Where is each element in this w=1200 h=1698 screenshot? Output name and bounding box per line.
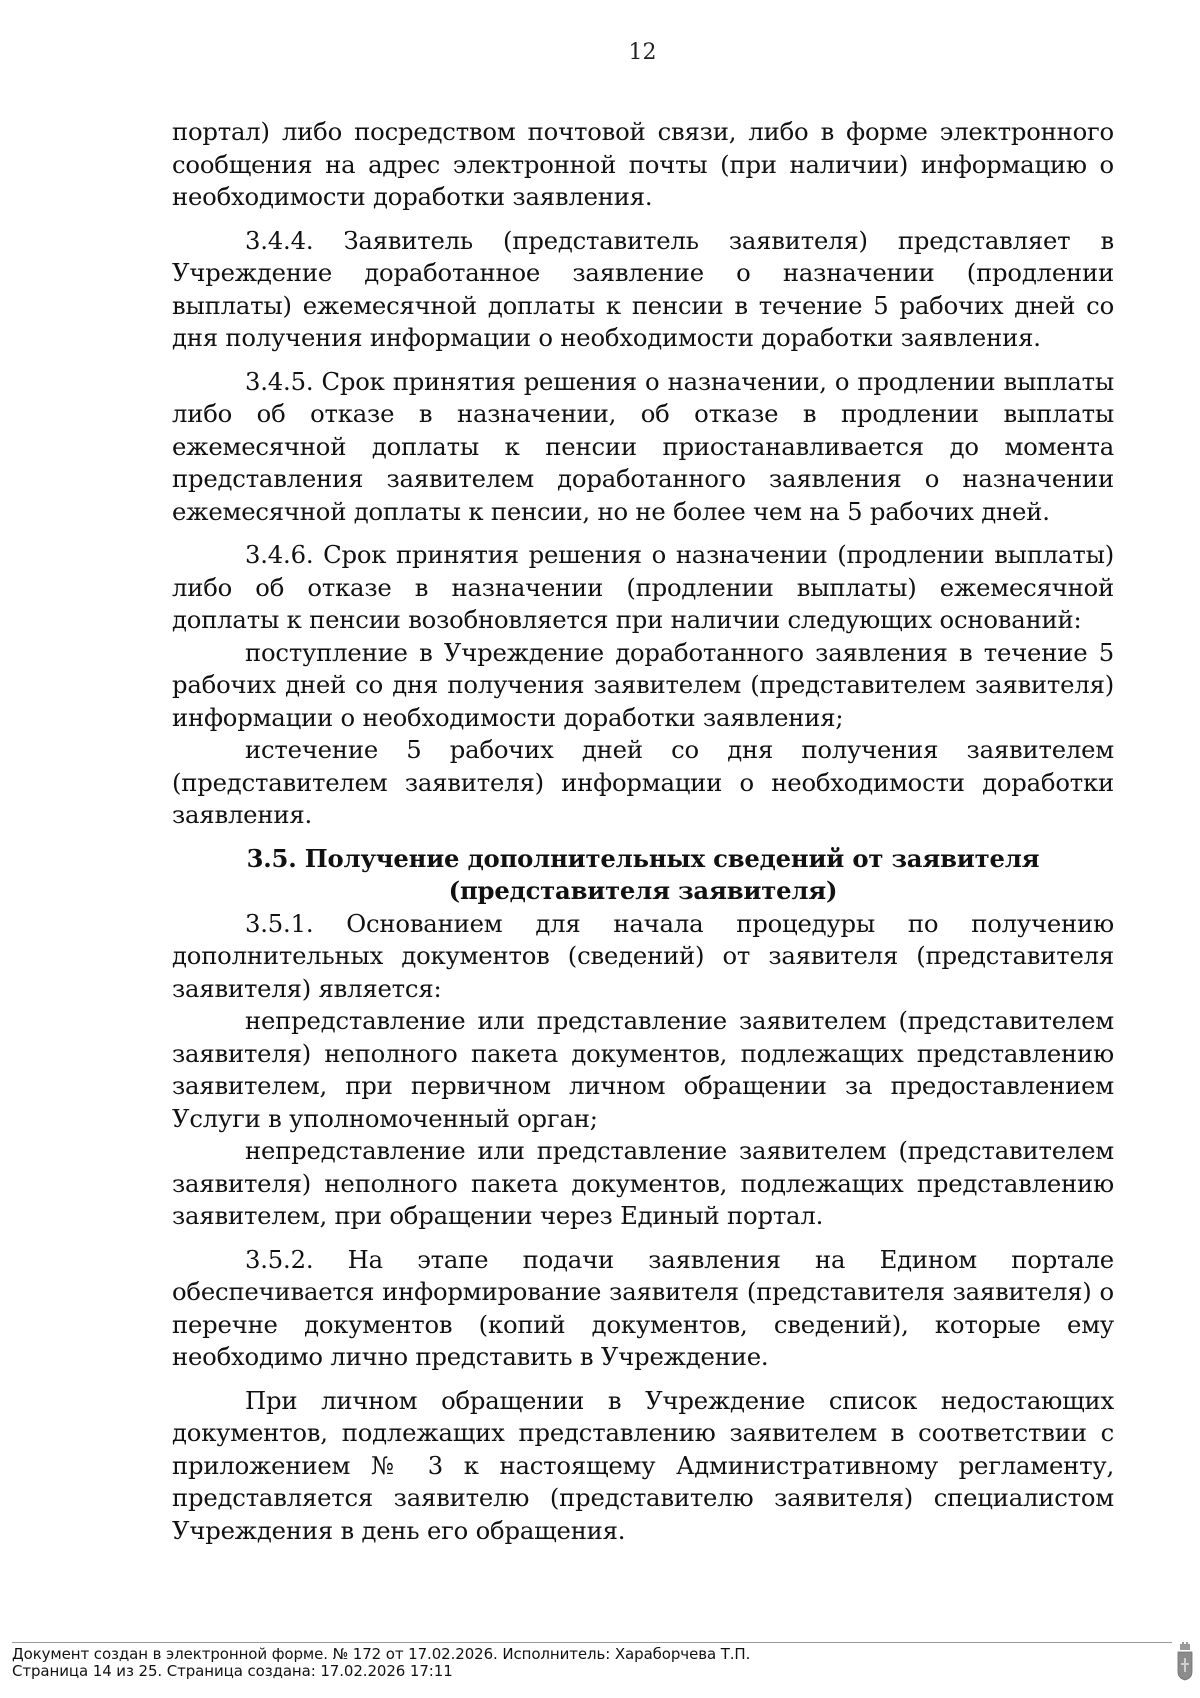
paragraph: При личном обращении в Учреждение список недостающих документов, подлежащих представлению заявителем в соответствии с приложением № 3 к настоящему Административному регламенту, представляется заявителю (представителю заявителя) специалистом Учреждения в день его обращения.: [172, 1385, 1114, 1545]
footer-line-1: Документ создан в электронной форме. № 172 от 17.02.2026. Исполнитель: Хараборчева Т.П.: [12, 1645, 751, 1663]
list-item: непредставление или представление заявителем (представителем заявителя) неполного пакета документов, подлежащих представлению заявителем, при первичном личном обращении за предоставлением Услуги в уполномоченный орган;: [172, 1006, 1114, 1133]
paragraph-3-4-4: 3.4.4. Заявитель (представитель заявителя) представляет в Учреждение доработанное заявление о назначении (продлении выплаты) ежемесячной доплаты к пенсии в течение 5 рабочих дней со дня получения информации о необходимости доработки заявления.: [172, 225, 1114, 352]
footer-line-2: Страница 14 из 25. Страница создана: 17.02.2026 17:11: [12, 1662, 453, 1680]
document-body: [172, 116, 1114, 1547]
paragraph-3-5-1: 3.5.1. Основанием для начала процедуры по получению дополнительных документов (сведений) от заявителя (представителя заявителя) является:: [172, 908, 1114, 1003]
footer: [12, 1646, 750, 1680]
paragraph-3-5-2: 3.5.2. На этапе подачи заявления на Едином портале обеспечивается информирование заявителя (представителя заявителя) о перечне документов (копий документов, сведений), которые ему необходимо лично представить в Учреждение.: [172, 1244, 1114, 1371]
section-heading: 3.5. Получение дополнительных сведений от заявителя (представителя заявителя): [246, 843, 1040, 905]
paragraph-3-4-5: 3.4.5. Срок принятия решения о назначении, о продлении выплаты либо об отказе в назначении, об отказе в продлении выплаты ежемесячной доплаты к пенсии приостанавливается до момента представления заявителем доработанного заявления о назначении ежемесячной доплаты к пенсии, но не более чем на 5 рабочих дней.: [172, 366, 1114, 526]
coat-of-arms-icon: [1176, 1642, 1194, 1682]
list-item: поступление в Учреждение доработанного заявления в течение 5 рабочих дней со дня получения заявителем (представителем заявителя) информации о необходимости доработки заявления;: [172, 637, 1114, 732]
page-number: 12: [628, 40, 657, 65]
paragraph: портал) либо посредством почтовой связи, либо в форме электронного сообщения на адрес электронной почты (при наличии) информацию о необходимости доработки заявления.: [172, 117, 1114, 211]
list-item: истечение 5 рабочих дней со дня получения заявителем (представителем заявителя) информации о необходимости доработки заявления.: [172, 735, 1114, 829]
list-item: непредставление или представление заявителем (представителем заявителя) неполного пакета документов, подлежащих представлению заявителем, при обращении через Единый портал.: [172, 1136, 1114, 1230]
footer-divider: [12, 1642, 1172, 1643]
paragraph-3-4-6: 3.4.6. Срок принятия решения о назначении (продлении выплаты) либо об отказе в назначении (продлении выплаты) ежемесячной доплаты к пенсии возобновляется при наличии следующих оснований:: [172, 540, 1114, 634]
